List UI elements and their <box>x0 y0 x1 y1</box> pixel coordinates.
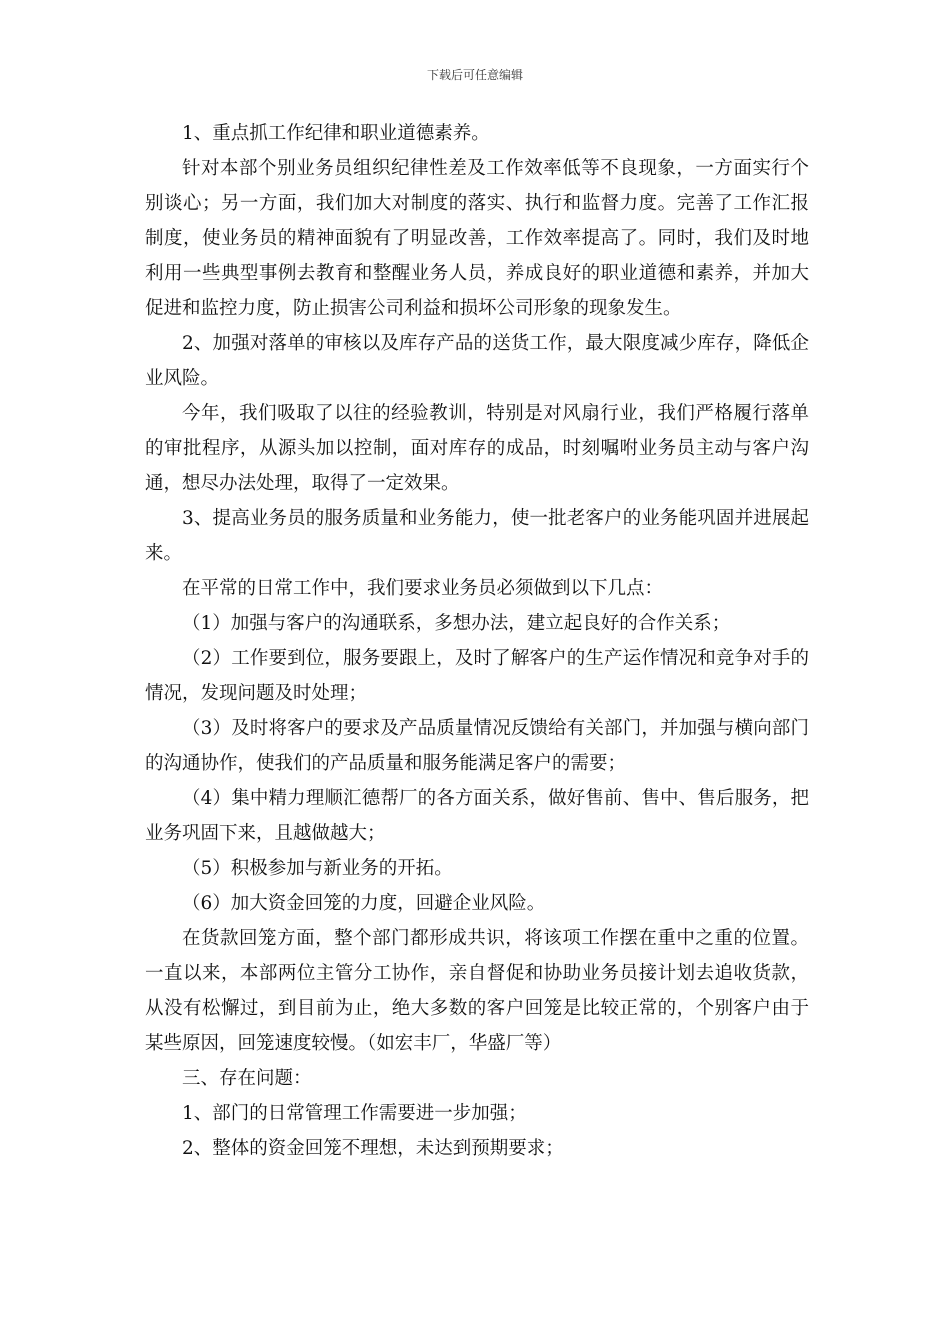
section-heading-issues: 三、存在问题： <box>182 1068 312 1089</box>
section-heading-3: 3、提高业务员的服务质量和业务能力，使一批老客户的业务能巩固并进展起来。 <box>145 508 809 564</box>
list-item: （5）积极参加与新业务的开拓。 <box>182 858 453 879</box>
list-item: （2）工作要到位，服务要跟上，及时了解客户的生产运作情况和竞争对手的情况，发现问题及时处理； <box>145 648 809 704</box>
paragraph: 针对本部个别业务员组织纪律性差及工作效率低等不良现象，一方面实行个别谈心；另一方面，我们加大对制度的落实、执行和监督力度。完善了工作汇报制度，使业务员的精神面貌有了明显改善，工作效率提高了。同时，我们及时地利用一些典型事例去教育和整醒业务人员，养成良好的职业道德和素养，并加大促进和监控力度，防止损害公司利益和损坏公司形象的现象发生。 <box>145 158 809 319</box>
list-item: （3）及时将客户的要求及产品质量情况反馈给有关部门，并加强与横向部门的沟通协作，使我们的产品质量和服务能满足客户的需要； <box>145 718 809 774</box>
list-item: 1、部门的日常管理工作需要进一步加强； <box>182 1103 527 1124</box>
section-heading-1: 1、重点抓工作纪律和职业道德素养。 <box>182 123 490 144</box>
list-item: （4）集中精力理顺汇德帮厂的各方面关系，做好售前、售中、售后服务，把业务巩固下来，且越做越大； <box>145 788 809 844</box>
list-item: （6）加大资金回笼的力度，回避企业风险。 <box>182 893 546 914</box>
paragraph: 在货款回笼方面，整个部门都形成共识，将该项工作摆在重中之重的位置。一直以来，本部两位主管分工协作，亲自督促和协助业务员接计划去追收货款，从没有松懈过，到目前为止，绝大多数的客户回笼是比较正常的，个别客户由于某些原因，回笼速度较慢。（如宏丰厂，华盛厂等） <box>145 928 809 1054</box>
section-heading-2: 2、加强对落单的审核以及库存产品的送货工作，最大限度减少库存，降低企业风险。 <box>145 333 809 389</box>
paragraph: 在平常的日常工作中，我们要求业务员必须做到以下几点： <box>182 578 664 599</box>
list-item: 2、整体的资金回笼不理想，未达到预期要求； <box>182 1138 564 1159</box>
paragraph: 今年，我们吸取了以往的经验教训，特别是对风扇行业，我们严格履行落单的审批程序，从源头加以控制，面对库存的成品，时刻嘱咐业务员主动与客户沟通，想尽办法处理，取得了一定效果。 <box>145 403 809 494</box>
list-item: （1）加强与客户的沟通联系，多想办法，建立起良好的合作关系； <box>182 613 731 634</box>
page-header: 下载后可任意编辑 <box>426 68 523 82</box>
document-body <box>145 116 809 1166</box>
